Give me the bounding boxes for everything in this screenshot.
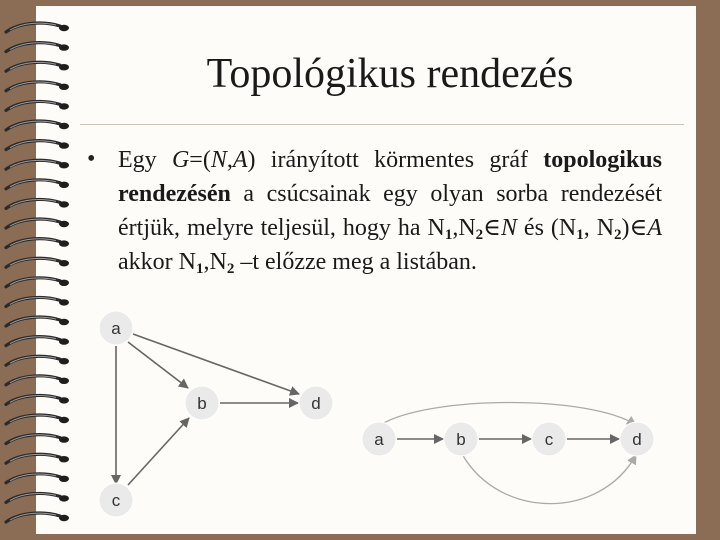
text-run: ) irányított körmentes gráf — [247, 147, 544, 173]
node-label: c — [111, 491, 121, 510]
text-run: a csúcsainak egy olyan sorba rendezését értjük, melyre teljesül, hogy ha N — [118, 181, 662, 241]
text-run: ,N — [452, 215, 476, 241]
node-c — [99, 483, 133, 517]
subscript: 2 — [475, 227, 484, 243]
text-run: , N — [583, 215, 615, 241]
node-label: d — [632, 430, 642, 449]
text-run-italic: N — [500, 215, 517, 241]
text-run: )∈ — [621, 215, 648, 241]
node-d — [299, 386, 333, 420]
node-label: d — [311, 394, 321, 413]
text-run: ∈ — [483, 215, 501, 241]
text-run: akkor N — [118, 249, 196, 275]
text-run: , — [226, 147, 233, 173]
node-a — [99, 311, 133, 345]
edge-b-d-arc-bottom — [462, 454, 636, 504]
subscript: 1 — [444, 227, 453, 243]
subscript: 2 — [226, 261, 235, 277]
text-run: Egy — [118, 147, 172, 173]
text-run-italic: N — [210, 147, 227, 173]
text-run-italic: G — [171, 147, 190, 173]
node-label: a — [111, 319, 121, 338]
text-run: ,N — [203, 249, 227, 275]
text-run: és (N — [516, 215, 577, 241]
edge-a-b — [128, 342, 188, 388]
sorted-node-d — [620, 422, 654, 456]
text-run-italic: A — [232, 147, 248, 173]
edge-a-b-arc-top — [380, 403, 636, 426]
sorted-node-a — [362, 422, 396, 456]
node-label: a — [374, 430, 384, 449]
node-label: b — [197, 394, 207, 413]
node-label: b — [456, 430, 466, 449]
sorted-node-b — [444, 422, 478, 456]
slide-title: Topológikus rendezés — [206, 51, 574, 97]
bullet-marker: • — [87, 146, 96, 172]
text-run-italic: A — [647, 215, 662, 241]
subscript: 2 — [614, 227, 622, 243]
text-run-bold: topologikus rendezésén — [118, 147, 662, 207]
text-run: –t előzze meg a listában. — [234, 249, 477, 275]
subscript: 1 — [195, 261, 204, 277]
node-b — [185, 386, 219, 420]
edge-c-b — [128, 418, 189, 485]
node-label: c — [544, 430, 554, 449]
subscript: 1 — [576, 227, 584, 243]
sorted-node-c — [532, 422, 566, 456]
text-run: =( — [189, 147, 211, 173]
